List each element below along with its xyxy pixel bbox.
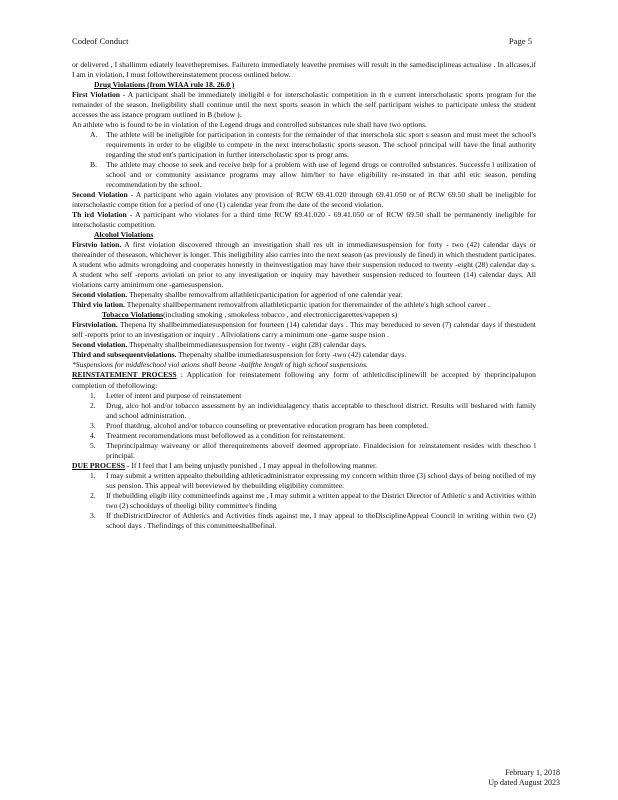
drug-options-list [72,130,536,190]
intro-paragraph: or delivered , I shallimm ediately leavethepremises. Failureto immediately leavethe premises will result in the samedisciplineas actualuse . In allcases,if I am in violation, I must followthereinstatement process outlined below. [72,60,536,80]
footer-date: February 1, 2018 [505,768,560,777]
reinstatement-intro: : Application for reinstatement following any form of athleticdisciplinewill be accepted by theprincipalupon completion of thefollowing: [72,370,536,390]
list-item [72,491,536,511]
list-item-text: Proof thatdrug, alcohol and/or tobacco counseling or preventative education program has been completed. [106,420,429,430]
drug-second-violation [72,190,536,210]
due-process-section [72,461,536,471]
drug-first-violation [72,90,536,120]
option-a-text: The athlete will be ineligible for participation in contests for the remainder of that interschola stic sport s season and must meet the school's requirements in order to be eligible to compete in the next interscholastic sports season. The school principal will have the final authority regarding the stud ent's participation in further interscholastic spor ts progr ams. [106,130,536,160]
drug-first-text: - A participant shall be immediately ineligibl e for interscholastic competition in th e current interscholastic sports program for the remainder of the season. Ineligibility shall continue until the next sports season in which the self participant wishes to participate unless the student accesses the ass istance program outlined in B (below ). [72,90,537,120]
page-number: Page 5 [508,36,532,46]
reinstatement-list [72,391,536,461]
tobacco-second-label: Second violation. [72,340,128,350]
list-item-text: If thebuilding eligib ility committeefinds against me , I may submit a written appeal to the District Director of Athletic s and Activities within two (2) schooldays of theeligi bility committee's finding [106,490,536,510]
drug-second-text: - A participant who again violates any provision of RCW 69.41.020 through 69.41.050 or of RCW 69.50 shall be ineligible for interscholastic compe tition for a period of one (1) calendar year from the date of the second violation. [72,190,536,210]
document-body [72,60,536,531]
list-item-text: If theDistrictDirector of Athletics and Activities finds against me, I may appeal to theDisciplineAppeal Council in writing within two (2) school days . Thefindings of this committeeshallbefinal. [106,510,536,530]
list-item [72,431,536,441]
drug-third-violation [72,210,536,230]
footer-updated: Up dated August 2023 [488,778,560,787]
drug-heading-text: Drug Violations (from WIAA rule 18. 26.0 ) [94,80,235,90]
alcohol-first-text: A first violation discovered through an investigation shall res ult in immediatesuspension for forty - two (42) calendar days or thereainder of theseason, whichever is longer. This ineligibility also carries into the next season (as previously de fined) in which thestudent participates. A student who admits wrongdoing and cooperates honestly in theinvestigation may have their suspension reduced to twenty -eight (28) calendar day s. A student who self -reports aviolati on prior to any investigation or inquiry may havetheir suspension reduced to fourteen (14) calendar days. All violations carry aminimum one -gamesuspension. [72,240,537,290]
tobacco-second-violation [72,340,536,350]
drug-third-label: Th ird Violation [72,210,127,220]
alcohol-third-label: Third vio lation. [72,300,125,310]
list-marker: 3. [90,420,96,430]
list-item-text: Letter of intent and purpose of reinstatement [106,390,242,400]
list-item-text: Drug, alco hol and/or tobacco assessment by an individualagency thatis acceptable to theschool district. Results will beshared with family and school administration. [106,400,536,420]
reinstatement-section [72,370,536,390]
alcohol-first-label: Firstvio lation. [72,240,122,250]
list-marker: 3. [90,510,96,520]
list-item [72,471,536,491]
list-item [72,421,536,431]
tobacco-third-text: Thepenalty shallbe immediatesuspension for forty -two (42) calendar days. [176,350,407,360]
tobacco-first-violation [72,320,536,340]
page-header [72,36,532,47]
alcohol-second-label: Second violation. [72,290,128,300]
drug-second-label: Second Violation [72,190,128,200]
list-item [72,401,536,421]
list-marker: 1. [90,470,96,480]
due-process-heading: DUE PROCESS [72,460,125,470]
list-item-text: I may submit a written appealto thebuilding athleticadministrator expressing my concern within three (3) school days of being notified of my sus pension. This appeal will bereviewed by thebuilding eligibility committee. [106,470,536,490]
drug-options-intro: An athlete who is found to be in violation of the Legend drugs and controlled substances rule shall have two options. [72,120,427,130]
alcohol-violations-heading [72,230,536,240]
list-item [72,441,536,461]
list-marker: 2. [90,490,96,500]
list-marker: A. [90,130,98,140]
tobacco-heading-text: Tobacco Violations [102,310,164,320]
list-item-text: Treatment recommendations must befollowed as a condition for reinstatement. [106,430,346,440]
tobacco-first-text: Thepena lty shallbeimmediatesuspension for fourteen (14) calendar days . This may bereduced to seven (7) calendar days if thestudent self -reports prior to an investigation or inquiry . Allviolations carry a minimum one -game suspe nsion . [72,320,536,340]
due-process-intro: - If I feel that I am being unjustly punished , I may appeal in thefollowing manner. [124,460,377,470]
list-item [72,160,536,190]
alcohol-heading-text: Alcohol Violations [94,230,154,240]
alcohol-first-violation [72,240,536,290]
list-item [72,130,536,160]
drug-first-label: First Violation [72,90,120,100]
list-marker: 1. [90,390,96,400]
drug-violations-heading [72,80,536,90]
alcohol-third-violation [72,300,536,310]
list-item-text: Theprincipalmay waiveany or allof therequirements aboveif deemed appropriate. Finaldecision for reinstatement resides with theschoo l principal. [106,440,536,460]
alcohol-second-violation [72,290,536,300]
due-process-list [72,471,536,531]
list-item [72,391,536,401]
tobacco-second-text: Thepenalty shallbeimmediatesuspension for twenty - eight (28) calendar days. [127,340,367,350]
list-marker: 5. [90,440,96,450]
page-footer [488,768,560,788]
tobacco-first-label: Firstviolation. [72,320,118,330]
alcohol-third-text: Thepenalty shallbepermanent removalfrom allathleticpartic ipation for theremainder of the athlete's high school career . [124,300,490,310]
option-b-text: The athlete may choose to seek and receive help for a problem with use of legend drugs or controlled substances. Successfu l utilization of school and or community assistance programs may allow him/her to have eligibility re-instated in that athl etic season, pending recommendation by the school. [106,160,536,190]
drug-third-text: - A participant who violates for a third time RCW 69.41.020 - 69.41.050 or of RCW 69.50 shall be permanently ineligible for interscholastic competition. [72,210,536,230]
list-marker: B. [90,160,97,170]
tobacco-violations-heading [72,310,536,320]
alcohol-second-text: Thepenalty shallbe removalfrom allathleticparticipation for agperiod of one calendar year. [127,290,403,300]
document-title: Codeof Conduct [72,36,129,46]
tobacco-third-violation [72,350,536,360]
reinstatement-heading: REINSTATEMENT PROCESS [72,370,177,380]
list-marker: 4. [90,430,96,440]
tobacco-middle-school-note: *Suspensions for middleschool viol ations shall beone -halfthe length of high school suspensions. [72,360,368,370]
tobacco-third-label: Third and subsequentviolations. [72,350,177,360]
list-marker: 2. [90,400,96,410]
list-item [72,511,536,531]
tobacco-heading-rest: (including smoking , smokeless tobacco , and electroniccigarettes/vapepen s) [163,310,398,320]
